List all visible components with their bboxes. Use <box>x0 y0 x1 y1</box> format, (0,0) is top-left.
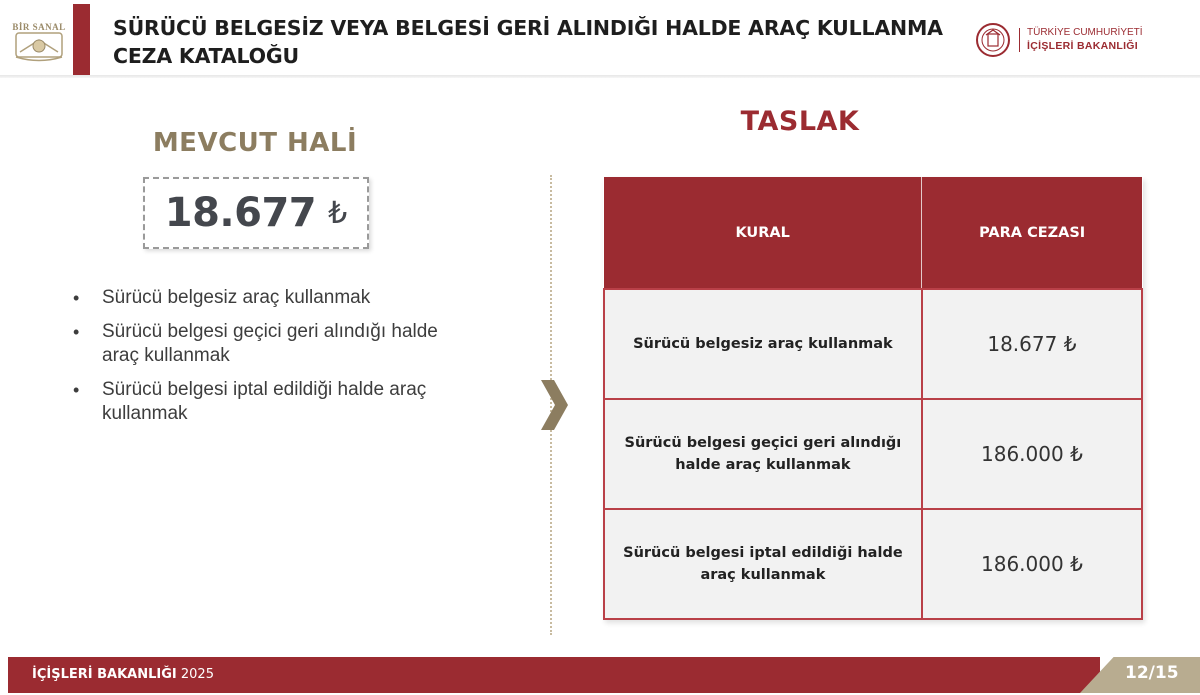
table-header-row <box>604 177 1142 289</box>
ministry-logo <box>975 22 1175 62</box>
current-fine-amount: 18.677 <box>164 190 317 236</box>
fine-text: 186.000 ₺ <box>981 442 1083 466</box>
current-state-title: MEVCUT HALİ <box>152 128 358 158</box>
rule-cell <box>604 289 922 399</box>
draft-title: TASLAK <box>740 106 860 137</box>
table-row <box>604 509 1142 619</box>
rule-cell <box>604 509 922 619</box>
fine-cell <box>922 509 1142 619</box>
header-accent-bar <box>73 4 90 76</box>
chevron-right-icon <box>538 378 570 432</box>
fine-text: 18.677 ₺ <box>987 332 1077 356</box>
current-fine-box <box>143 177 369 249</box>
rule-text: Sürücü belgesi geçici geri alındığı halde araç kullanmak <box>624 435 902 473</box>
page-title-line-2: CEZA KATALOĞU <box>113 44 299 68</box>
column-header-fine: PARA CEZASI <box>922 177 1142 289</box>
ministry-separator <box>1019 28 1020 52</box>
fine-cell <box>922 289 1142 399</box>
left-logo-text: BİR SANAL <box>12 22 66 32</box>
slide-header <box>0 0 1200 78</box>
footer-org: İÇİŞLERİ BAKANLIĞI <box>32 667 177 682</box>
page-title-line-1: SÜRÜCÜ BELGESİZ VEYA BELGESİ GERİ ALINDIĞI HALDE ARAÇ KULLANMA <box>113 16 943 40</box>
offense-list-item: • Sürücü belgesiz araç kullanmak <box>73 286 473 310</box>
offense-list-item: • Sürücü belgesi geçici geri alındığı halde araç kullanmak <box>73 320 473 368</box>
fine-text: 186.000 ₺ <box>981 552 1083 576</box>
page-title <box>113 14 963 70</box>
ministry-name-line-2: İÇİŞLERİ BAKANLIĞI <box>1027 40 1138 52</box>
offense-list-item: • Sürücü belgesi iptal edildiği halde araç kullanmak <box>73 378 473 426</box>
table-row <box>604 399 1142 509</box>
slide-footer <box>0 655 1200 695</box>
ministry-seal-icon <box>975 22 1011 58</box>
draft-fine-table <box>603 177 1143 620</box>
left-logo <box>12 22 66 64</box>
offense-list <box>73 286 473 436</box>
table-row <box>604 289 1142 399</box>
footer-org-label <box>32 667 214 682</box>
footer-year: 2025 <box>180 667 214 682</box>
page-number: 12/15 <box>1125 663 1179 683</box>
ministry-name-line-1: TÜRKİYE CUMHURİYETİ <box>1027 27 1143 38</box>
rule-text: Sürücü belgesi iptal edildiği halde araç kullanmak <box>623 545 903 583</box>
currency-symbol: ₺ <box>328 195 348 231</box>
column-header-rule: KURAL <box>604 177 922 289</box>
fine-cell <box>922 399 1142 509</box>
rule-text: Sürücü belgesiz araç kullanmak <box>633 336 893 352</box>
rule-cell <box>604 399 922 509</box>
